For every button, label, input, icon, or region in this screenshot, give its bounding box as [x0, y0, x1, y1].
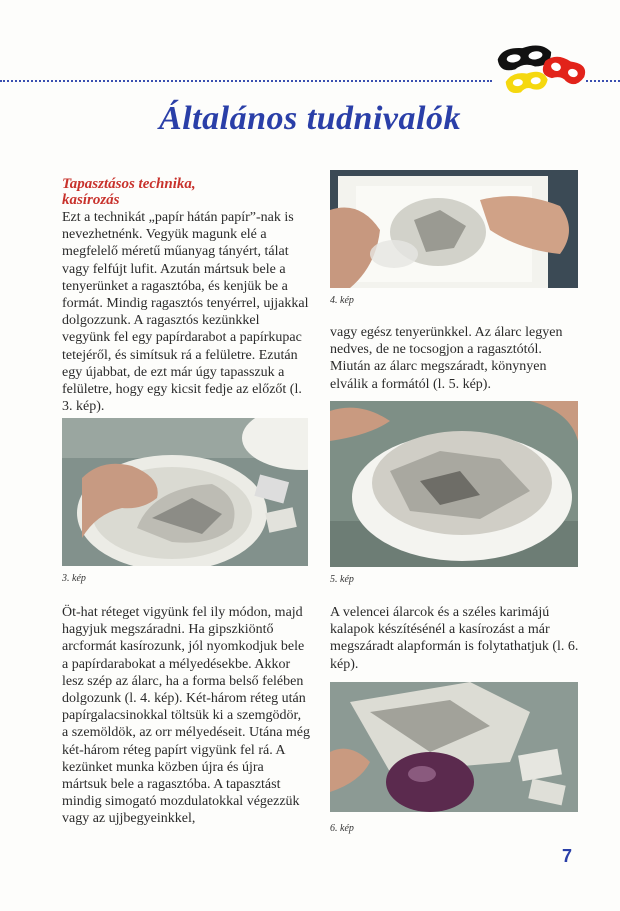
page-title: Általános tudnivalók — [159, 100, 461, 137]
left-column-bottom — [62, 604, 310, 828]
page-number: 7 — [561, 846, 572, 866]
right-column-middle — [330, 604, 580, 673]
photo-4 — [330, 170, 578, 288]
carnival-masks-icon — [494, 40, 586, 100]
dotted-rule-left — [0, 80, 492, 82]
paragraph: Öt-hat réteget vigyünk fel ily módon, majd hagyjuk megszáradni. Ha gipszkiöntő arcformát kasírozunk, jól nyomkodjuk bele a papírdarabokat a mélyedésekbe. Akkor lesz szép az álarc, ha a forma belső felében dolgozunk (l. 4. kép). Két-három réteg után papírgalacsinokkal töltsük ki a szemgödör, a szemöldök, az orr mélyedéseit. Utána még két-három réteg papírt vigyünk fel rá. A kezünket munka közben újra és újra mártsuk bele a ragasztóba. A tapasztást mindig simogató mozdulatokkal végezzük vagy az ujjbegyeinkkel, — [62, 605, 311, 827]
paragraph: vagy egész tenyerünkkel. Az álarc legyen nedves, de ne tocsogjon a ragasztótól. Miután az álarc megszáradt, könynyen elválik a formától (l. 5. kép). — [330, 325, 563, 392]
right-column-top — [330, 324, 580, 393]
photo-6 — [330, 682, 578, 812]
caption-photo-3: 3. kép — [62, 573, 86, 584]
caption-photo-6: 6. kép — [330, 823, 354, 834]
paragraph: A velencei álarcok és a széles karimájú kalapok készítésénél a kasírozást a már megszáradt alapformán is folytathatjuk (l. 6. kép). — [330, 605, 579, 672]
photo-5 — [330, 401, 578, 567]
left-column-top — [62, 176, 310, 415]
caption-photo-5: 5. kép — [330, 574, 354, 585]
photo-3 — [62, 418, 308, 566]
caption-photo-4: 4. kép — [330, 295, 354, 306]
dotted-rule-right — [586, 80, 620, 82]
section-subheading: Tapasztásos technika, kasírozás — [62, 176, 196, 208]
paragraph: Ezt a technikát „papír hátán papír”-nak is nevezhetnénk. Vegyük magunk elé a megfelelő méretű műanyag tányért, tálat vagy felfújt lufit. Azután mártsuk bele a tenyerünket a ragasztóba, és kenjük be a formát. Mindig ragasztós tenyérrel, ujjakkal dolgozzunk. A ragasztós kezünkkel vegyünk fel egy papírdarabot a papírkupac tetejéről, és simítsuk rá a felületre. Ezután egy újabbat, de ezt már úgy tapasszuk a felületre, hogy egy kicsit fedje az előzőt (l. 3. kép). — [62, 210, 309, 415]
